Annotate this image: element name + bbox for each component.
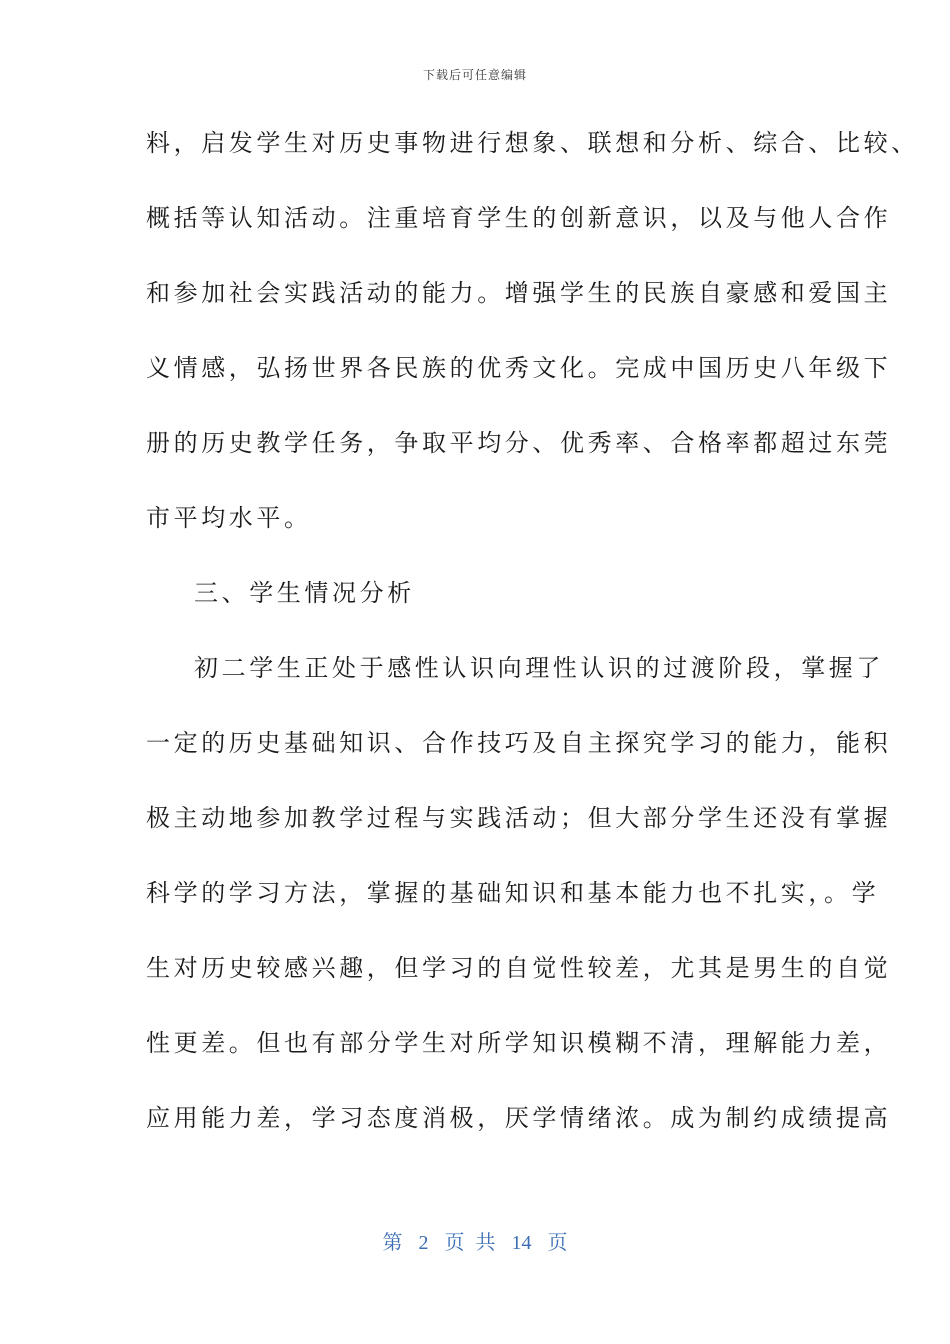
- body-line: 生对历史较感兴趣，但学习的自觉性较差，尤其是男生的自觉: [146, 954, 892, 982]
- footer-suffix: 页: [547, 1232, 568, 1254]
- footer-prefix: 第: [382, 1232, 403, 1254]
- document-body: [146, 122, 919, 1172]
- body-line: 一定的历史基础知识、合作技巧及自主探究学习的能力，能积: [146, 729, 892, 757]
- body-line: 和参加社会实践活动的能力。增强学生的民族自豪感和爱国主: [146, 279, 892, 307]
- body-line: 科学的学习方法，掌握的基础知识和基本能力也不扎实，。学: [146, 879, 880, 907]
- body-line: 性更差。但也有部分学生对所学知识模糊不清，理解能力差，: [146, 1029, 892, 1057]
- body-line: 义情感，弘扬世界各民族的优秀文化。完成中国历史八年级下: [146, 354, 892, 382]
- page-footer: [0, 1226, 950, 1255]
- section-heading: 三、学生情况分析: [194, 579, 415, 607]
- body-line: 料，启发学生对历史事物进行想象、联想和分析、综合、比较、: [146, 129, 919, 157]
- body-line: 极主动地参加教学过程与实践活动；但大部分学生还没有掌握: [146, 804, 892, 832]
- body-line: 册的历史教学任务，争取平均分、优秀率、合格率都超过东莞: [146, 429, 892, 457]
- body-line: 初二学生正处于感性认识向理性认识的过渡阶段，掌握了: [194, 654, 884, 682]
- body-line: 应用能力差，学习态度消极，厌学情绪浓。成为制约成绩提高: [146, 1104, 892, 1132]
- body-line: 市平均水平。: [146, 504, 312, 532]
- current-page-number: 2: [418, 1232, 429, 1254]
- body-line: 概括等认知活动。注重培育学生的创新意识，以及与他人合作: [146, 204, 892, 232]
- page-header: 下载后可任意编辑: [422, 68, 527, 82]
- total-page-count: 14: [511, 1232, 532, 1254]
- footer-mid: 页 共: [444, 1232, 496, 1254]
